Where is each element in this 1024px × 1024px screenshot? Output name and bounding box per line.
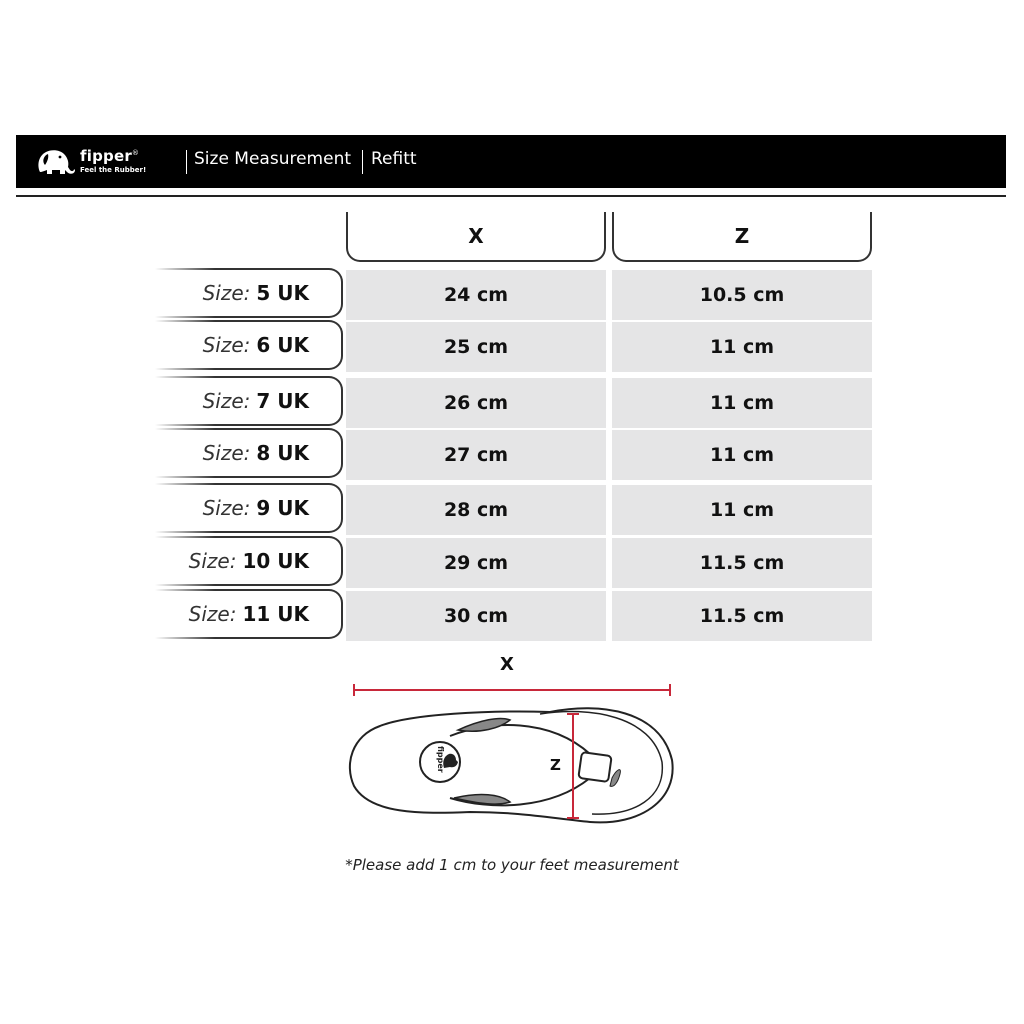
flip-flop-illustration	[340, 650, 690, 840]
x-measure-line	[354, 684, 670, 696]
column-header-x: X	[346, 212, 606, 262]
z-value-cell: 10.5 cm	[612, 270, 872, 320]
x-value-cell: 24 cm	[346, 270, 606, 320]
elephant-icon	[34, 146, 76, 176]
size-value: 10 UK	[242, 549, 309, 573]
size-prefix: Size:	[202, 496, 251, 520]
x-value-cell: 30 cm	[346, 591, 606, 641]
size-value: 5 UK	[256, 281, 309, 305]
header-underline	[16, 195, 1006, 197]
x-value-cell: 28 cm	[346, 485, 606, 535]
svg-text:fipper: fipper	[436, 746, 445, 773]
flip-flop-diagram	[340, 650, 690, 840]
size-prefix: Size:	[202, 389, 251, 413]
header-divider	[186, 150, 187, 174]
header-divider	[362, 150, 363, 174]
model-name: Refitt	[371, 149, 417, 169]
size-label	[155, 268, 343, 318]
brand-logo	[34, 143, 174, 181]
z-value-cell: 11 cm	[612, 485, 872, 535]
column-header-z: Z	[612, 212, 872, 262]
section-title: Size Measurement	[194, 149, 352, 169]
x-value-cell: 26 cm	[346, 378, 606, 428]
z-value-cell: 11.5 cm	[612, 591, 872, 641]
measurement-note: *Please add 1 cm to your feet measurement	[345, 856, 679, 874]
size-prefix: Size:	[188, 549, 237, 573]
size-value: 11 UK	[242, 602, 309, 626]
brand-tagline: Feel the Rubber!	[80, 166, 147, 174]
x-value-cell: 29 cm	[346, 538, 606, 588]
size-label	[155, 536, 343, 586]
z-value-cell: 11 cm	[612, 378, 872, 428]
size-value: 6 UK	[256, 333, 309, 357]
size-prefix: Size:	[202, 281, 251, 305]
size-label	[155, 483, 343, 533]
z-value-cell: 11 cm	[612, 322, 872, 372]
size-value: 9 UK	[256, 496, 309, 520]
size-prefix: Size:	[188, 602, 237, 626]
size-label	[155, 428, 343, 478]
brand-name: fipper®	[80, 147, 140, 165]
size-value: 7 UK	[256, 389, 309, 413]
size-prefix: Size:	[202, 441, 251, 465]
size-prefix: Size:	[202, 333, 251, 357]
diagram-x-label: X	[500, 654, 514, 675]
diagram-z-label: Z	[550, 756, 561, 774]
x-value-cell: 25 cm	[346, 322, 606, 372]
size-value: 8 UK	[256, 441, 309, 465]
size-label	[155, 320, 343, 370]
size-label	[155, 376, 343, 426]
sole-logo-text	[424, 742, 454, 782]
x-value-cell: 27 cm	[346, 430, 606, 480]
z-value-cell: 11 cm	[612, 430, 872, 480]
header-bar	[16, 135, 1006, 188]
z-value-cell: 11.5 cm	[612, 538, 872, 588]
size-label	[155, 589, 343, 639]
